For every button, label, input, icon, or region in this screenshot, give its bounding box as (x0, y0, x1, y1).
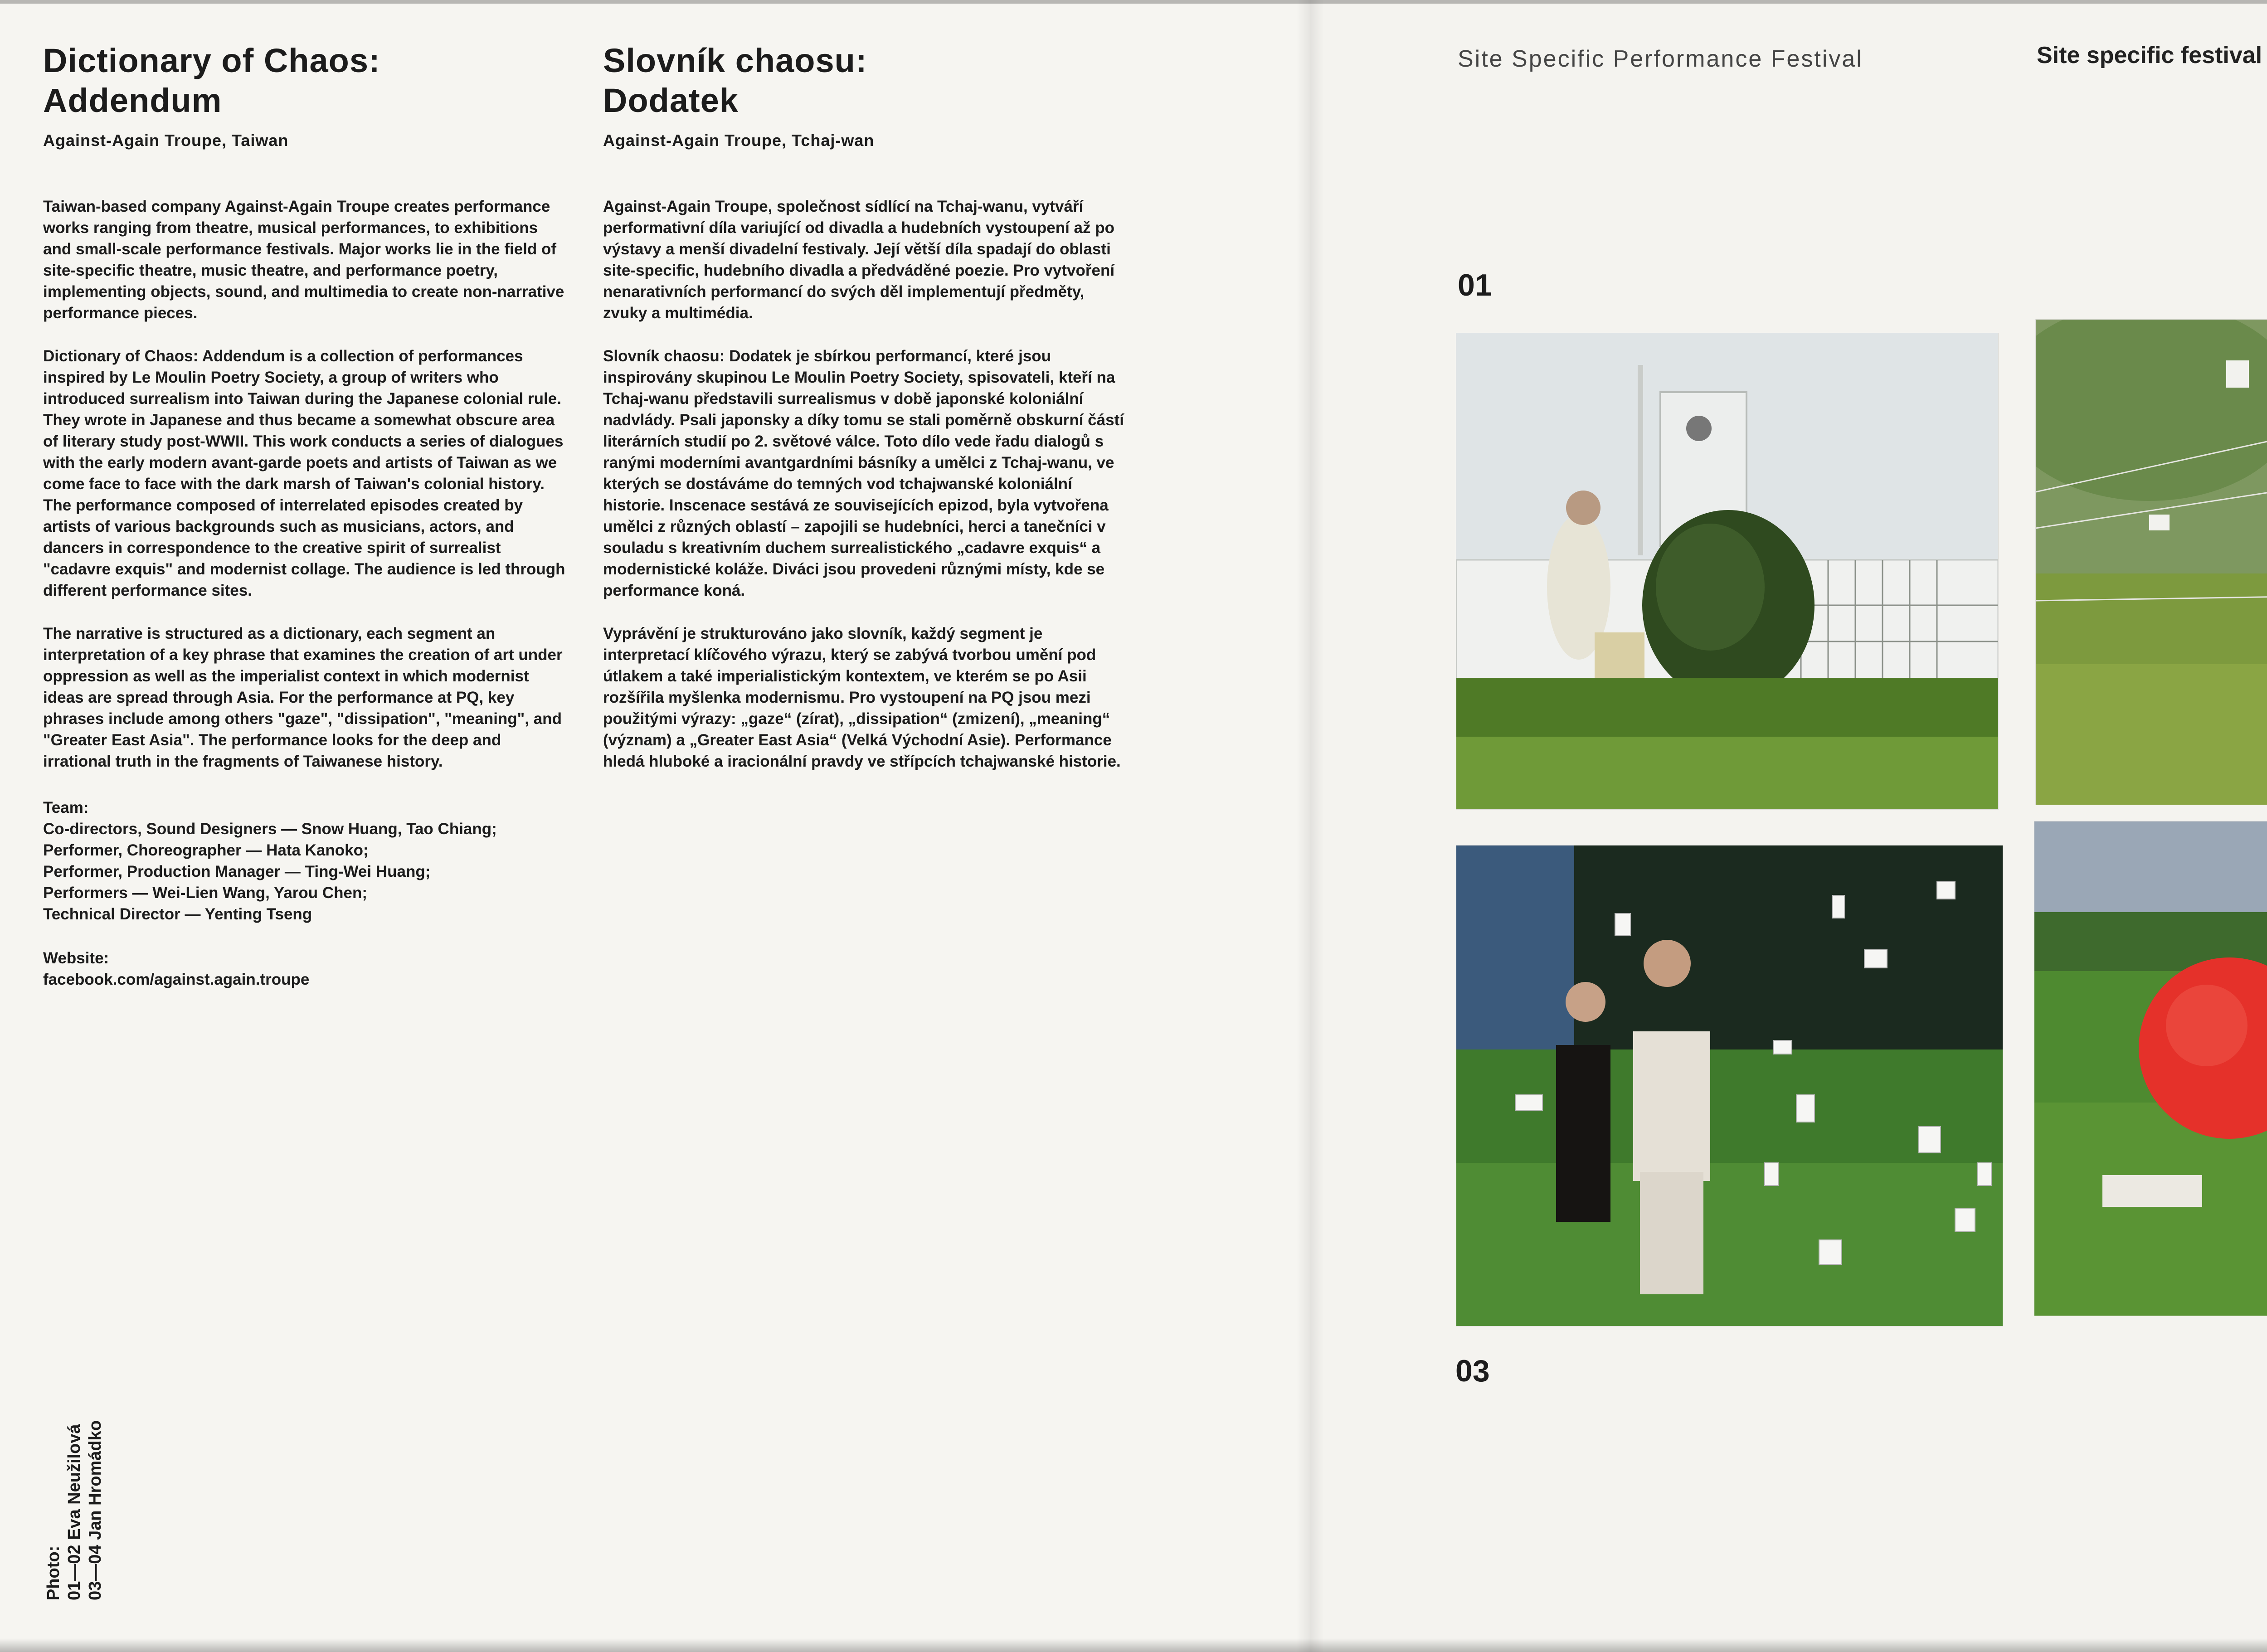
website-link[interactable]: facebook.com/against.again.troupe (43, 971, 310, 988)
photo-credits (43, 1383, 261, 1600)
credits-label: Photo: (44, 1545, 63, 1600)
paragraph: Vyprávění je strukturováno jako slovník, každý segment je interpretací klíčového výrazu, který se zabývá tvorbou umění pod útlakem a také imperialistickým kontextem, ve kterém se po Asii rozšířila myšlenka modernismu. Pro vystoupení na PQ jsou mezi použitými výrazy: „gaze“ (zírat), „dissipation“ (zmizení), „meaning“ (význam) a „Greater East Asia“ (Velká Východní Asie). Performance hledá hluboké a iracionální pravdy ve střípcích tchajwanské historie. (603, 625, 1121, 770)
photo-01-image (1456, 333, 1998, 809)
team-label: Team: (43, 799, 89, 816)
title-line-1: Slovník chaosu: (603, 42, 867, 79)
photo-02 (2036, 320, 2267, 805)
paragraph: Slovník chaosu: Dodatek je sbírkou performancí, které jsou inspirovány skupinou Le Moulin Poetry Society, spisovateli, kteří na Tchaj-wanu představili surrealismus v době japonské koloniální nadvlády. Psali japonsky a díky tomu se stali poměrně obskurní částí literárních studií po 2. světové válce. Toto dílo vede řadu dialogů s ranými moderními avantgardními básníky a umělci z Tchaj-wanu, ve kterých se dostáváme do temných vod tchajwanské koloniální historie. Inscenace sestává ze souvisejících epizod, byla vytvořena umělci z různých oblastí – zapojili se hudebníci, herci a tanečníci v souladu s kreativním duchem surrealistického „cadavre exquis“ a modernistické koláže. Diváci jsou provedeni různými místy, kde se performance koná. (603, 347, 1124, 599)
title-line-2: Addendum (43, 82, 222, 119)
photo-number-03: 03 (1455, 1354, 1490, 1388)
photo-number-01: 01 (1458, 268, 1492, 302)
team-credits (43, 797, 569, 925)
photo-04-image (2034, 821, 2267, 1316)
english-subtitle: Against-Again Troupe, Taiwan (43, 131, 289, 150)
paragraph: Dictionary of Chaos: Addendum is a collection of performances inspired by Le Moulin Poetry Society, a group of writers who introduced surrealism into Taiwan during the Japanese colonial rule. They wrote in Japanese and thus became a somewhat obscure area of literary study post-WWII. This work conducts a series of dialogues with the early modern avant-garde poets and artists of Taiwan as we come face to face with the dark marsh of Taiwan's colonial history. The performance composed of interrelated episodes created by artists of various backgrounds such as musicians, actors, and dancers in correspondence to the creative spirit of surrealist "cadavre exquis" and modernist collage. The audience is led through different performance sites. (43, 347, 565, 599)
title-line-1: Dictionary of Chaos: (43, 42, 380, 79)
english-title (43, 41, 569, 121)
paragraph: The narrative is structured as a dictionary, each segment an interpretation of a key phrase that examines the creation of art under oppression as well as the imperialist context in which modernist ideas are spread through Asia. For the performance at PQ, key phrases include among others "gaze", "dissipation", "meaning", and "Greater East Asia". The performance looks for the deep and irrational truth in the fragments of Taiwanese history. (43, 625, 563, 770)
team-line: Technical Director — Yenting Tseng (43, 905, 312, 923)
photo-04 (2034, 821, 2267, 1316)
czech-body (603, 196, 1129, 772)
photo-01 (1456, 333, 1998, 809)
paragraph: Against-Again Troupe, společnost sídlící na Tchaj-wanu, vytváří performativní díla variující od divadla a hudebních vystoupení až po výstavy a menší divadelní festivaly. Její větší díla spadají do oblasti site-specific, hudebního divadla a předváděné poezie. Pro vytvoření nenarativních performancí do svých děl implementují předměty, zvuky a multimédia. (603, 198, 1115, 322)
website-block (43, 947, 569, 990)
credits-line: 01—02 Eva Neužilová (65, 1424, 84, 1600)
title-line-2: Dodatek (603, 82, 739, 119)
page-top-edge (0, 0, 2267, 4)
english-body (43, 196, 569, 772)
photo-03 (1456, 845, 2003, 1326)
credits-line: 03—04 Jan Hromádko (86, 1420, 105, 1600)
team-line: Co-directors, Sound Designers — Snow Huang, Tao Chiang; (43, 820, 497, 838)
paragraph: Taiwan-based company Against-Again Troupe creates performance works ranging from theatre, musical performances, to exhibitions and small-scale performance festivals. Major works lie in the field of site-specific theatre, music theatre, and performance poetry, implementing objects, sound, and multimedia to create non-narrative performance pieces. (43, 198, 564, 322)
running-header-section: Site specific festival (2037, 42, 2262, 68)
right-page (1310, 0, 2267, 1652)
team-line: Performer, Choreographer — Hata Kanoko; (43, 841, 369, 859)
team-line: Performers — Wei-Lien Wang, Yarou Chen; (43, 884, 368, 902)
photo-02-image (2036, 320, 2267, 805)
english-column (43, 41, 569, 990)
page-bottom-edge (0, 1638, 2267, 1652)
book-gutter (1297, 0, 1324, 1652)
photo-03-image (1456, 845, 2003, 1326)
czech-column (603, 41, 1129, 794)
website-label: Website: (43, 949, 109, 967)
czech-subtitle: Against-Again Troupe, Tchaj-wan (603, 131, 875, 150)
running-header-festival: Site Specific Performance Festival (1458, 46, 1863, 72)
team-line: Performer, Production Manager — Ting-Wei Huang; (43, 863, 431, 880)
czech-title (603, 41, 1129, 121)
